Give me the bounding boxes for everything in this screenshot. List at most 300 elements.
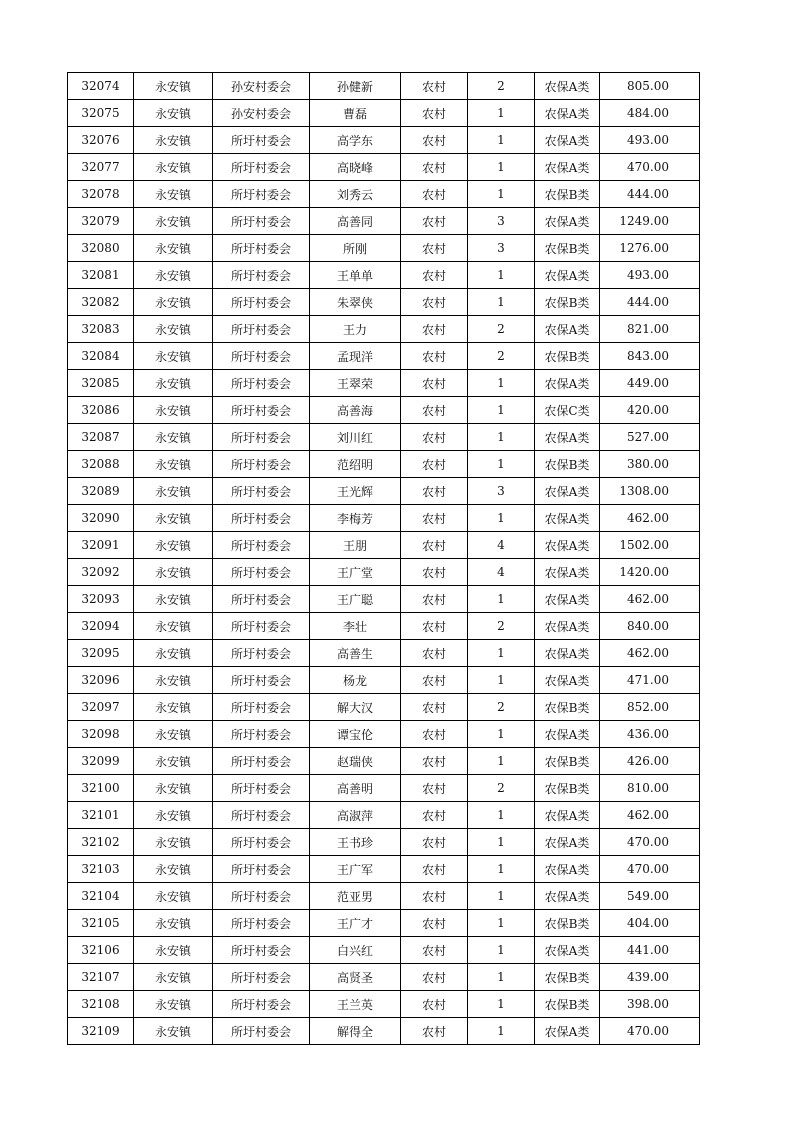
town-cell: 永安镇	[134, 532, 213, 559]
village-cell: 所圩村委会	[213, 775, 310, 802]
town-cell: 永安镇	[134, 640, 213, 667]
household-count-cell: 1	[468, 640, 535, 667]
category-cell: 农保A类	[535, 424, 600, 451]
village-cell: 所圩村委会	[213, 1018, 310, 1045]
table-row	[68, 316, 700, 343]
household-count-cell: 3	[468, 235, 535, 262]
record-id-cell: 32078	[68, 181, 134, 208]
town-cell: 永安镇	[134, 937, 213, 964]
village-cell: 所圩村委会	[213, 748, 310, 775]
amount-cell: 444.00	[600, 289, 700, 316]
household-count-cell: 2	[468, 613, 535, 640]
amount-cell: 436.00	[600, 721, 700, 748]
town-cell: 永安镇	[134, 613, 213, 640]
amount-cell: 462.00	[600, 586, 700, 613]
table-row	[68, 694, 700, 721]
amount-cell: 1249.00	[600, 208, 700, 235]
record-id-cell: 32095	[68, 640, 134, 667]
name-cell: 王广才	[310, 910, 401, 937]
household-count-cell: 1	[468, 370, 535, 397]
table-row	[68, 505, 700, 532]
village-cell: 孙安村委会	[213, 100, 310, 127]
record-id-cell: 32080	[68, 235, 134, 262]
table-row	[68, 883, 700, 910]
table-row	[68, 721, 700, 748]
category-cell: 农保B类	[535, 451, 600, 478]
record-id-cell: 32101	[68, 802, 134, 829]
amount-cell: 840.00	[600, 613, 700, 640]
name-cell: 高善明	[310, 775, 401, 802]
category-cell: 农保B类	[535, 343, 600, 370]
amount-cell: 471.00	[600, 667, 700, 694]
record-id-cell: 32074	[68, 73, 134, 100]
name-cell: 王单单	[310, 262, 401, 289]
category-cell: 农保B类	[535, 748, 600, 775]
village-cell: 所圩村委会	[213, 235, 310, 262]
village-cell: 所圩村委会	[213, 613, 310, 640]
village-cell: 所圩村委会	[213, 262, 310, 289]
data-table	[67, 72, 700, 1045]
record-id-cell: 32077	[68, 154, 134, 181]
household-count-cell: 1	[468, 262, 535, 289]
household-count-cell: 1	[468, 289, 535, 316]
amount-cell: 462.00	[600, 802, 700, 829]
household-count-cell: 1	[468, 127, 535, 154]
record-id-cell: 32102	[68, 829, 134, 856]
table-row	[68, 370, 700, 397]
record-id-cell: 32089	[68, 478, 134, 505]
town-cell: 永安镇	[134, 775, 213, 802]
amount-cell: 470.00	[600, 1018, 700, 1045]
table-row	[68, 613, 700, 640]
amount-cell: 527.00	[600, 424, 700, 451]
name-cell: 王广堂	[310, 559, 401, 586]
name-cell: 王朋	[310, 532, 401, 559]
area-type-cell: 农村	[401, 181, 468, 208]
town-cell: 永安镇	[134, 883, 213, 910]
area-type-cell: 农村	[401, 775, 468, 802]
amount-cell: 449.00	[600, 370, 700, 397]
name-cell: 高善生	[310, 640, 401, 667]
table-row	[68, 424, 700, 451]
household-count-cell: 1	[468, 856, 535, 883]
category-cell: 农保A类	[535, 883, 600, 910]
area-type-cell: 农村	[401, 532, 468, 559]
table-row	[68, 181, 700, 208]
name-cell: 谭宝伦	[310, 721, 401, 748]
town-cell: 永安镇	[134, 802, 213, 829]
name-cell: 孟现洋	[310, 343, 401, 370]
household-count-cell: 1	[468, 424, 535, 451]
table-row	[68, 100, 700, 127]
area-type-cell: 农村	[401, 370, 468, 397]
village-cell: 所圩村委会	[213, 559, 310, 586]
category-cell: 农保B类	[535, 235, 600, 262]
record-id-cell: 32091	[68, 532, 134, 559]
household-count-cell: 2	[468, 316, 535, 343]
name-cell: 杨龙	[310, 667, 401, 694]
area-type-cell: 农村	[401, 235, 468, 262]
amount-cell: 493.00	[600, 262, 700, 289]
household-count-cell: 1	[468, 802, 535, 829]
area-type-cell: 农村	[401, 964, 468, 991]
amount-cell: 549.00	[600, 883, 700, 910]
household-count-cell: 2	[468, 343, 535, 370]
household-count-cell: 1	[468, 451, 535, 478]
name-cell: 白兴红	[310, 937, 401, 964]
amount-cell: 470.00	[600, 829, 700, 856]
amount-cell: 470.00	[600, 856, 700, 883]
category-cell: 农保A类	[535, 667, 600, 694]
village-cell: 所圩村委会	[213, 586, 310, 613]
village-cell: 所圩村委会	[213, 640, 310, 667]
name-cell: 赵瑞侠	[310, 748, 401, 775]
record-id-cell: 32086	[68, 397, 134, 424]
town-cell: 永安镇	[134, 910, 213, 937]
category-cell: 农保A类	[535, 262, 600, 289]
area-type-cell: 农村	[401, 910, 468, 937]
name-cell: 王力	[310, 316, 401, 343]
name-cell: 刘川红	[310, 424, 401, 451]
name-cell: 高淑萍	[310, 802, 401, 829]
category-cell: 农保A类	[535, 613, 600, 640]
record-id-cell: 32087	[68, 424, 134, 451]
category-cell: 农保A类	[535, 316, 600, 343]
village-cell: 所圩村委会	[213, 208, 310, 235]
area-type-cell: 农村	[401, 667, 468, 694]
category-cell: 农保A类	[535, 100, 600, 127]
category-cell: 农保A类	[535, 802, 600, 829]
area-type-cell: 农村	[401, 586, 468, 613]
name-cell: 刘秀云	[310, 181, 401, 208]
area-type-cell: 农村	[401, 478, 468, 505]
category-cell: 农保C类	[535, 397, 600, 424]
category-cell: 农保A类	[535, 559, 600, 586]
village-cell: 所圩村委会	[213, 370, 310, 397]
town-cell: 永安镇	[134, 964, 213, 991]
household-count-cell: 1	[468, 721, 535, 748]
household-count-cell: 1	[468, 991, 535, 1018]
town-cell: 永安镇	[134, 289, 213, 316]
name-cell: 朱翠侠	[310, 289, 401, 316]
record-id-cell: 32088	[68, 451, 134, 478]
amount-cell: 426.00	[600, 748, 700, 775]
category-cell: 农保A类	[535, 640, 600, 667]
town-cell: 永安镇	[134, 208, 213, 235]
record-id-cell: 32109	[68, 1018, 134, 1045]
town-cell: 永安镇	[134, 991, 213, 1018]
household-count-cell: 3	[468, 478, 535, 505]
name-cell: 王广聪	[310, 586, 401, 613]
village-cell: 所圩村委会	[213, 127, 310, 154]
household-count-cell: 1	[468, 586, 535, 613]
record-id-cell: 32083	[68, 316, 134, 343]
record-id-cell: 32084	[68, 343, 134, 370]
area-type-cell: 农村	[401, 424, 468, 451]
household-count-cell: 2	[468, 73, 535, 100]
area-type-cell: 农村	[401, 829, 468, 856]
category-cell: 农保A类	[535, 937, 600, 964]
table-row	[68, 73, 700, 100]
town-cell: 永安镇	[134, 343, 213, 370]
area-type-cell: 农村	[401, 937, 468, 964]
table-row	[68, 586, 700, 613]
village-cell: 所圩村委会	[213, 451, 310, 478]
record-id-cell: 32097	[68, 694, 134, 721]
village-cell: 所圩村委会	[213, 802, 310, 829]
amount-cell: 380.00	[600, 451, 700, 478]
record-id-cell: 32108	[68, 991, 134, 1018]
table-row	[68, 667, 700, 694]
record-id-cell: 32106	[68, 937, 134, 964]
category-cell: 农保B类	[535, 910, 600, 937]
town-cell: 永安镇	[134, 478, 213, 505]
household-count-cell: 1	[468, 910, 535, 937]
village-cell: 所圩村委会	[213, 694, 310, 721]
category-cell: 农保A类	[535, 856, 600, 883]
name-cell: 王兰英	[310, 991, 401, 1018]
household-count-cell: 1	[468, 397, 535, 424]
name-cell: 所刚	[310, 235, 401, 262]
record-id-cell: 32076	[68, 127, 134, 154]
amount-cell: 484.00	[600, 100, 700, 127]
town-cell: 永安镇	[134, 397, 213, 424]
town-cell: 永安镇	[134, 721, 213, 748]
record-id-cell: 32092	[68, 559, 134, 586]
town-cell: 永安镇	[134, 73, 213, 100]
area-type-cell: 农村	[401, 289, 468, 316]
town-cell: 永安镇	[134, 1018, 213, 1045]
record-id-cell: 32103	[68, 856, 134, 883]
table-row	[68, 262, 700, 289]
category-cell: 农保A类	[535, 478, 600, 505]
amount-cell: 1308.00	[600, 478, 700, 505]
record-id-cell: 32100	[68, 775, 134, 802]
household-count-cell: 1	[468, 883, 535, 910]
category-cell: 农保A类	[535, 208, 600, 235]
amount-cell: 852.00	[600, 694, 700, 721]
amount-cell: 441.00	[600, 937, 700, 964]
category-cell: 农保A类	[535, 370, 600, 397]
town-cell: 永安镇	[134, 829, 213, 856]
name-cell: 高晓峰	[310, 154, 401, 181]
village-cell: 所圩村委会	[213, 181, 310, 208]
household-count-cell: 1	[468, 100, 535, 127]
area-type-cell: 农村	[401, 802, 468, 829]
name-cell: 王光辉	[310, 478, 401, 505]
village-cell: 所圩村委会	[213, 721, 310, 748]
record-id-cell: 32090	[68, 505, 134, 532]
category-cell: 农保B类	[535, 775, 600, 802]
table-row	[68, 640, 700, 667]
household-count-cell: 3	[468, 208, 535, 235]
table-row	[68, 532, 700, 559]
household-count-cell: 1	[468, 667, 535, 694]
village-cell: 所圩村委会	[213, 289, 310, 316]
amount-cell: 843.00	[600, 343, 700, 370]
town-cell: 永安镇	[134, 694, 213, 721]
category-cell: 农保B类	[535, 991, 600, 1018]
area-type-cell: 农村	[401, 505, 468, 532]
name-cell: 高贤圣	[310, 964, 401, 991]
amount-cell: 462.00	[600, 640, 700, 667]
village-cell: 所圩村委会	[213, 397, 310, 424]
village-cell: 孙安村委会	[213, 73, 310, 100]
table-row	[68, 343, 700, 370]
area-type-cell: 农村	[401, 1018, 468, 1045]
amount-cell: 439.00	[600, 964, 700, 991]
area-type-cell: 农村	[401, 154, 468, 181]
record-id-cell: 32081	[68, 262, 134, 289]
name-cell: 范亚男	[310, 883, 401, 910]
village-cell: 所圩村委会	[213, 316, 310, 343]
village-cell: 所圩村委会	[213, 343, 310, 370]
area-type-cell: 农村	[401, 73, 468, 100]
amount-cell: 493.00	[600, 127, 700, 154]
category-cell: 农保A类	[535, 127, 600, 154]
category-cell: 农保A类	[535, 721, 600, 748]
household-count-cell: 1	[468, 1018, 535, 1045]
town-cell: 永安镇	[134, 235, 213, 262]
record-id-cell: 32104	[68, 883, 134, 910]
household-count-cell: 1	[468, 829, 535, 856]
amount-cell: 821.00	[600, 316, 700, 343]
table-row	[68, 775, 700, 802]
village-cell: 所圩村委会	[213, 964, 310, 991]
name-cell: 李壮	[310, 613, 401, 640]
category-cell: 农保A类	[535, 532, 600, 559]
name-cell: 高学东	[310, 127, 401, 154]
category-cell: 农保A类	[535, 505, 600, 532]
category-cell: 农保B类	[535, 289, 600, 316]
name-cell: 王广军	[310, 856, 401, 883]
table-row	[68, 991, 700, 1018]
amount-cell: 398.00	[600, 991, 700, 1018]
village-cell: 所圩村委会	[213, 478, 310, 505]
table-row	[68, 964, 700, 991]
area-type-cell: 农村	[401, 208, 468, 235]
table-row	[68, 910, 700, 937]
name-cell: 孙健新	[310, 73, 401, 100]
amount-cell: 810.00	[600, 775, 700, 802]
record-id-cell: 32085	[68, 370, 134, 397]
amount-cell: 420.00	[600, 397, 700, 424]
name-cell: 高善同	[310, 208, 401, 235]
amount-cell: 1502.00	[600, 532, 700, 559]
village-cell: 所圩村委会	[213, 937, 310, 964]
category-cell: 农保A类	[535, 1018, 600, 1045]
table-row	[68, 451, 700, 478]
area-type-cell: 农村	[401, 451, 468, 478]
area-type-cell: 农村	[401, 883, 468, 910]
record-id-cell: 32107	[68, 964, 134, 991]
amount-cell: 470.00	[600, 154, 700, 181]
table-row	[68, 829, 700, 856]
area-type-cell: 农村	[401, 316, 468, 343]
town-cell: 永安镇	[134, 451, 213, 478]
area-type-cell: 农村	[401, 856, 468, 883]
area-type-cell: 农村	[401, 694, 468, 721]
name-cell: 王翠荣	[310, 370, 401, 397]
town-cell: 永安镇	[134, 559, 213, 586]
household-count-cell: 2	[468, 694, 535, 721]
table-row	[68, 559, 700, 586]
record-id-cell: 32082	[68, 289, 134, 316]
name-cell: 解大汉	[310, 694, 401, 721]
name-cell: 曹磊	[310, 100, 401, 127]
area-type-cell: 农村	[401, 343, 468, 370]
table-row	[68, 235, 700, 262]
town-cell: 永安镇	[134, 424, 213, 451]
table-row	[68, 208, 700, 235]
record-id-cell: 32105	[68, 910, 134, 937]
category-cell: 农保B类	[535, 181, 600, 208]
household-count-cell: 4	[468, 559, 535, 586]
town-cell: 永安镇	[134, 748, 213, 775]
area-type-cell: 农村	[401, 991, 468, 1018]
table-row	[68, 397, 700, 424]
record-id-cell: 32096	[68, 667, 134, 694]
table-row	[68, 154, 700, 181]
town-cell: 永安镇	[134, 370, 213, 397]
area-type-cell: 农村	[401, 262, 468, 289]
name-cell: 高善海	[310, 397, 401, 424]
record-id-cell: 32093	[68, 586, 134, 613]
village-cell: 所圩村委会	[213, 910, 310, 937]
table-row	[68, 748, 700, 775]
household-count-cell: 4	[468, 532, 535, 559]
household-count-cell: 1	[468, 181, 535, 208]
village-cell: 所圩村委会	[213, 991, 310, 1018]
village-cell: 所圩村委会	[213, 856, 310, 883]
town-cell: 永安镇	[134, 181, 213, 208]
name-cell: 王书珍	[310, 829, 401, 856]
village-cell: 所圩村委会	[213, 667, 310, 694]
town-cell: 永安镇	[134, 505, 213, 532]
village-cell: 所圩村委会	[213, 424, 310, 451]
village-cell: 所圩村委会	[213, 154, 310, 181]
category-cell: 农保B类	[535, 964, 600, 991]
household-count-cell: 1	[468, 937, 535, 964]
category-cell: 农保A类	[535, 586, 600, 613]
table-row	[68, 1018, 700, 1045]
town-cell: 永安镇	[134, 667, 213, 694]
record-id-cell: 32075	[68, 100, 134, 127]
town-cell: 永安镇	[134, 586, 213, 613]
name-cell: 解得全	[310, 1018, 401, 1045]
record-id-cell: 32099	[68, 748, 134, 775]
household-count-cell: 1	[468, 964, 535, 991]
area-type-cell: 农村	[401, 721, 468, 748]
amount-cell: 404.00	[600, 910, 700, 937]
table-row	[68, 127, 700, 154]
name-cell: 李梅芳	[310, 505, 401, 532]
amount-cell: 1420.00	[600, 559, 700, 586]
amount-cell: 462.00	[600, 505, 700, 532]
household-count-cell: 1	[468, 505, 535, 532]
village-cell: 所圩村委会	[213, 532, 310, 559]
table-row	[68, 802, 700, 829]
town-cell: 永安镇	[134, 262, 213, 289]
record-id-cell: 32079	[68, 208, 134, 235]
town-cell: 永安镇	[134, 856, 213, 883]
amount-cell: 1276.00	[600, 235, 700, 262]
category-cell: 农保A类	[535, 73, 600, 100]
town-cell: 永安镇	[134, 100, 213, 127]
area-type-cell: 农村	[401, 748, 468, 775]
category-cell: 农保B类	[535, 694, 600, 721]
amount-cell: 805.00	[600, 73, 700, 100]
